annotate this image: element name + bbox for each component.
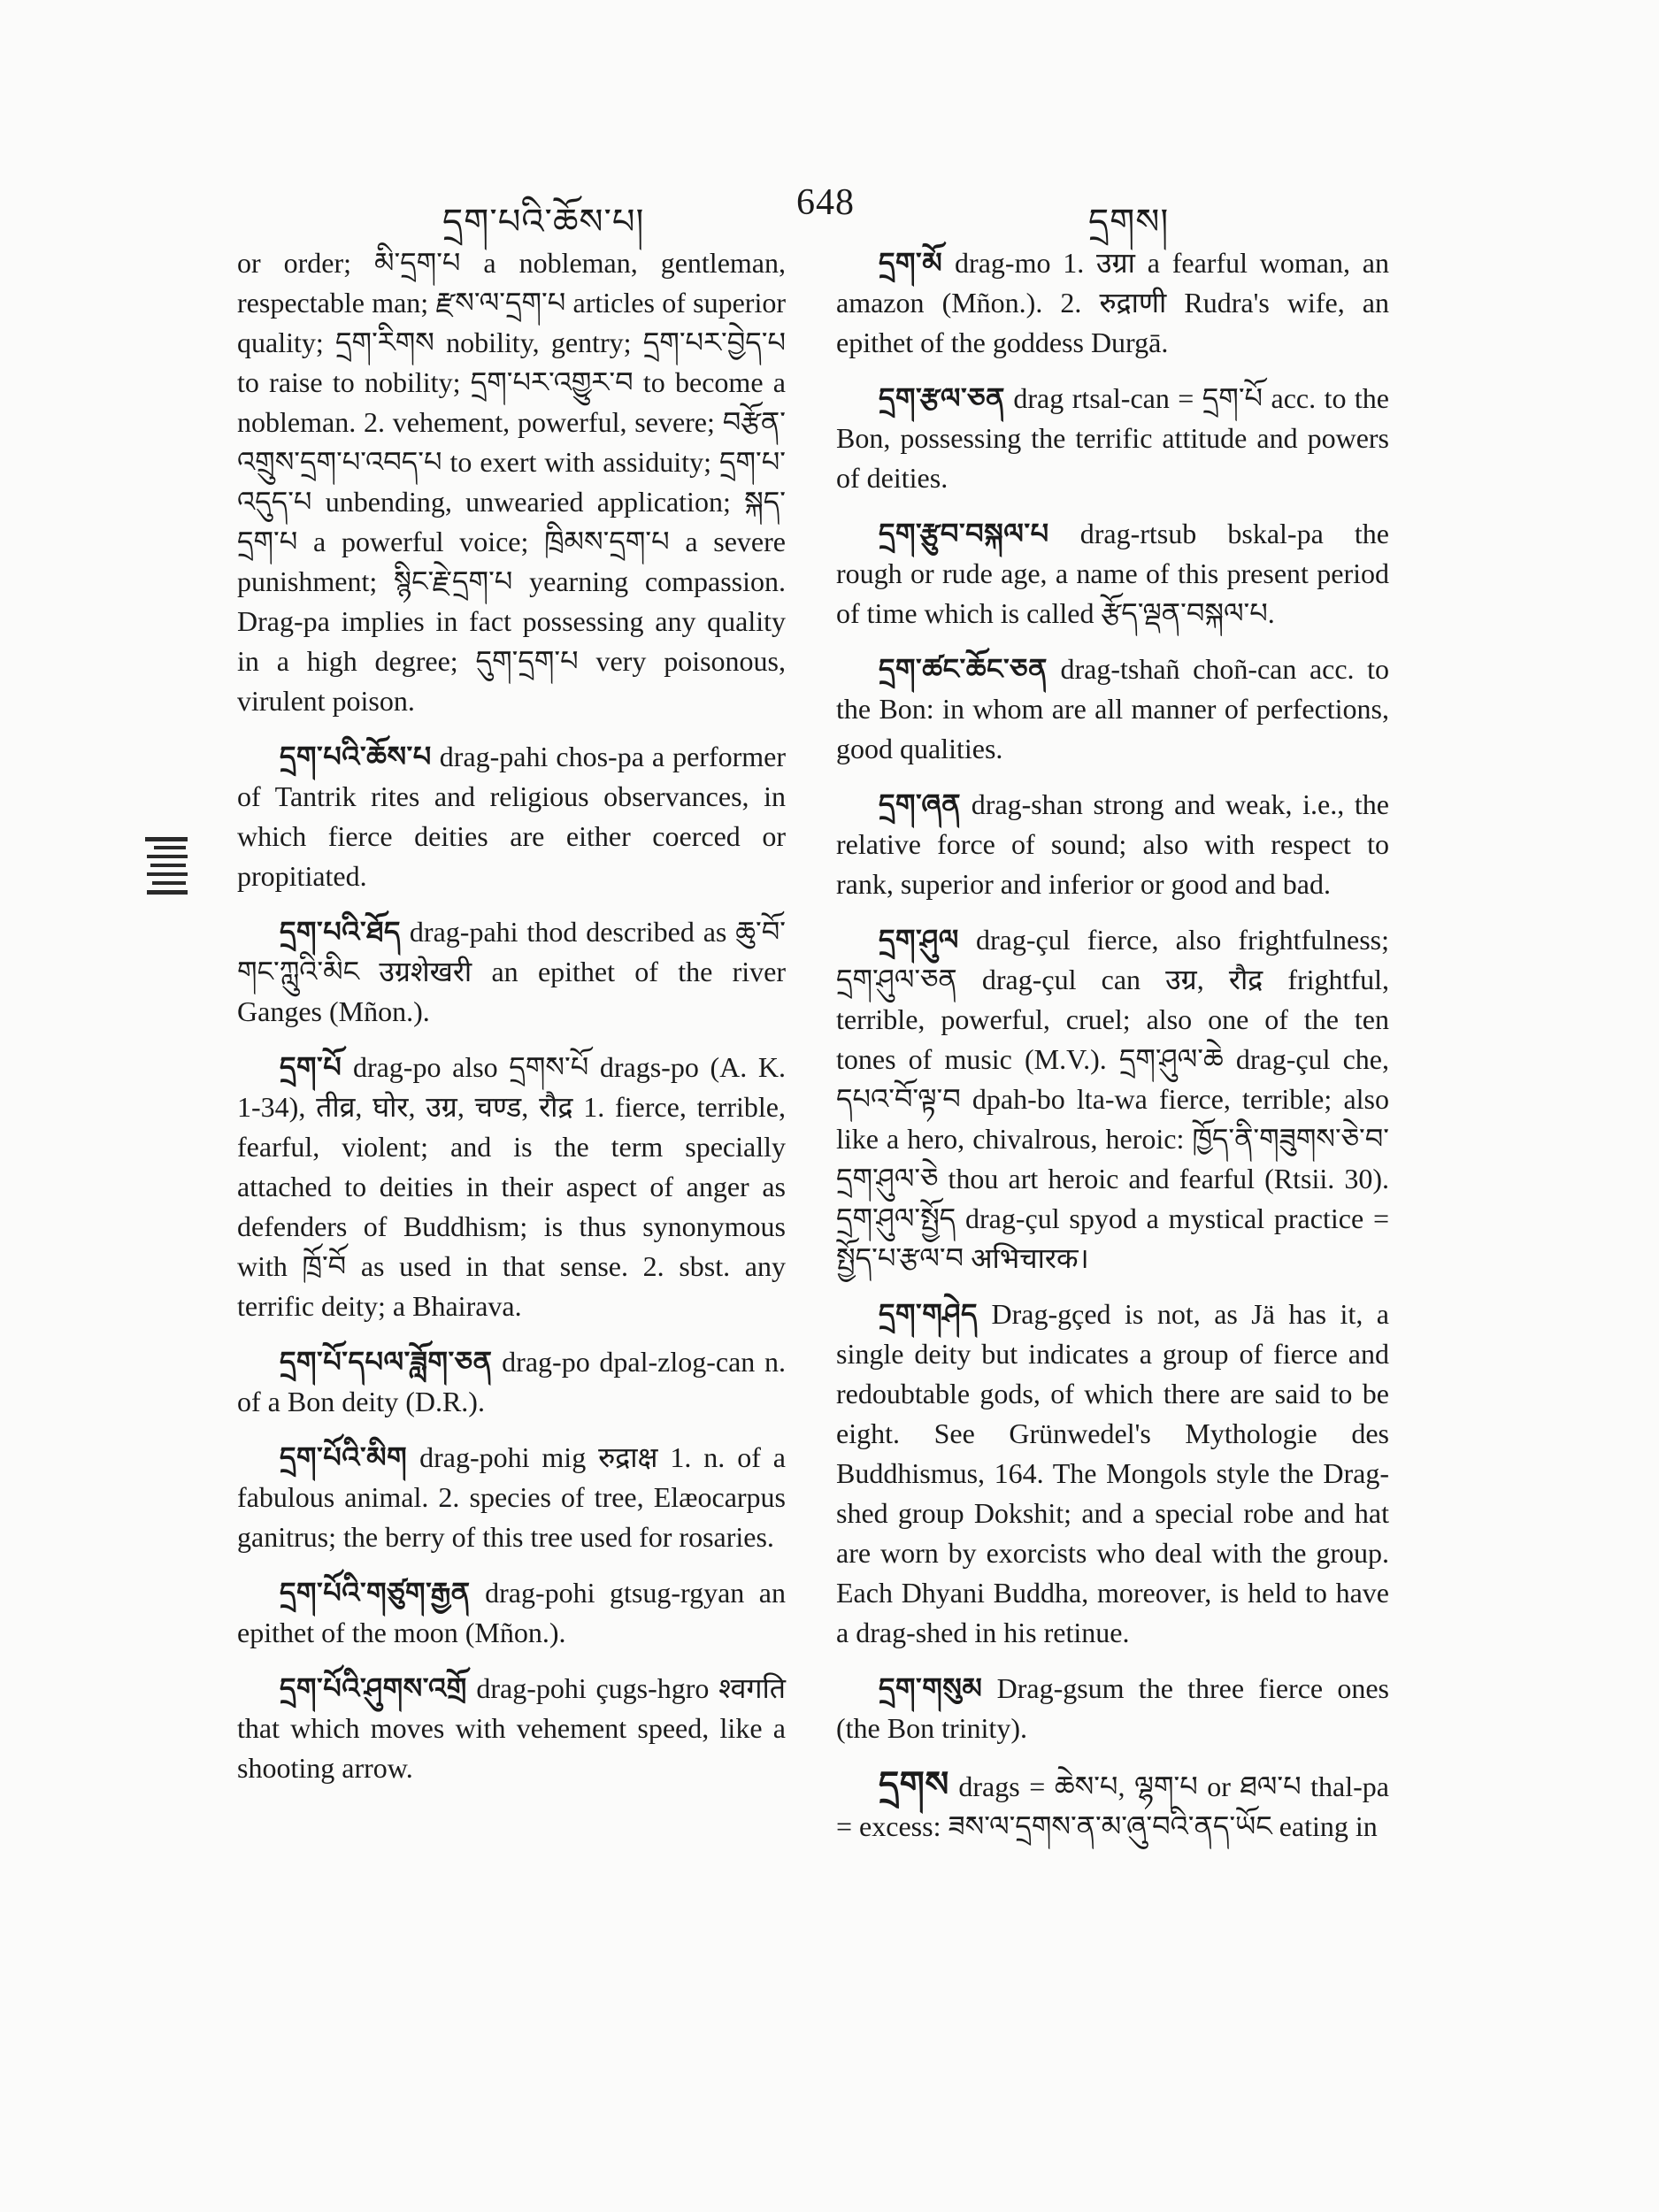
entry: དྲག་པོ་དཔལ་ཟློག་ཅན drag-po dpal-zlog-can n. of a Bon deity (D.R.). [237,1346,786,1417]
entry: དྲག་པོའི་ཤུགས་འགྲོ drag-pohi çugs-hgro श्वगति that which moves with vehement speed, like a shooting arrow. [237,1672,786,1784]
right-column [836,243,1389,1863]
entry: དྲག་རྩལ་ཅན drag rtsal-can = དྲག་པོ acc. to the Bon, possessing the terrific attitude and powers of deities. [836,382,1389,494]
entry: དྲག་ཤུལ drag-çul fierce, also frightfulness; དྲག་ཤུལ་ཅན drag-çul can उग्र, रौद्र frightful, terrible, powerful, cruel; also one of the ten tones of music (M.V.). དྲག་ཤུལ་ཆེ drag-çul che, དཔའ་བོ་ལྟ་བ dpah-bo lta-wa fierce, terrible; also like a hero, chivalrous, heroic: ཁྱོད་ནི་གཟུགས་ཅེ་བ་དྲག་ཤུལ་ཅེ thou art heroic and fearful (Rtsii. 30). དྲག་ཤུལ་སྤྱོད drag-çul spyod a mystical practice = སྤྱོད་པ་རྩལ་བ अभिचारक। [836,924,1389,1274]
entry-continuation: or order; མི་དྲག་པ a nobleman, gentleman, respectable man; རྫས་ལ་དྲག་པ articles of superior quality; དྲག་རིགས nobility, gentry; དྲག་པར་བྱེད་པ to raise to nobility; དྲག་པར་འགྱུར་བ to become a nobleman. 2. vehement, powerful, severe; བརྩོན་འགྲུས་དྲག་པ་འབད་པ to exert with assiduity; དྲག་པ་འདུད་པ unbending, unwearied application; སྐད་དྲག་པ a powerful voice; ཁྲིམས་དྲག་པ a severe punishment; སྙིང་རྗེ་དྲག་པ yearning compassion. Drag-pa implies in fact possessing any quality in a high degree; དུག་དྲག་པ very poisonous, virulent poison. [237,247,786,717]
entry: དྲག་ཚང་ཆོང་ཅན drag-tshañ choñ-can acc. to the Bon: in whom are all manner of perfections, good qualities. [836,653,1389,764]
running-head-right: དྲགས། [1088,202,1170,242]
entry: དྲག་པོ drag-po also དྲགས་པོ drags-po (A. K. 1-34), तीव्र, घोर, उग्र, चण्ड, रौद्र 1. fierce, terrible, fearful, violent; and is the term specially attached to deities in their aspect of anger as defenders of Buddhism; is thus synonymous with ཁྲོ་བོ as used in that sense. 2. sbst. any terrific deity; a Bhairava. [237,1051,786,1322]
entry: དྲག་མོ drag-mo 1. उग्रा a fearful woman, an amazon (Mñon.). 2. रुद्राणी Rudra's wife, an epithet of the goddess Durgā. [836,247,1389,358]
margin-mark-icon [142,832,191,902]
page-number: 648 [796,182,855,223]
entry: དྲག་པའི་ཐོད drag-pahi thod described as ཆུ་བོ་གང་ཀླུའི་མིང उग्रशेखरी an epithet of the river Ganges (Mñon.). [237,916,786,1027]
entry: དྲག་པོའི་གཙུག་རྒྱན drag-pohi gtsug-rgyan an epithet of the moon (Mñon.). [237,1577,786,1648]
running-head-left: དྲག་པའི་ཆོས་པ། [442,202,645,242]
entry: དྲག་གསུམ Drag-gsum the three fierce ones (the Bon trinity). [836,1672,1389,1744]
entry: དྲག་ཞན drag-shan strong and weak, i.e., the relative force of sound; also with respect to rank, superior and inferior or good and bad. [836,788,1389,900]
entry-headword: དྲགས drags = ཆེས་པ, ལྷག་པ or ཐལ་པ thal-pa = excess: ཟས་ལ་དྲགས་ན་མ་ཞུ་བའི་ནད་ཡོང eating in [836,1764,1389,1842]
entry: དྲག་རྩུབ་བསྐལ་པ drag-rtsub bskal-pa the rough or rude age, a name of this present period of time which is called རྩོད་ལྡན་བསྐལ་པ. [836,518,1389,629]
left-column [237,243,786,1804]
entry: དྲག་པོའི་མིག drag-pohi mig रुद्राक्ष 1. n. of a fabulous animal. 2. species of tree, Elæocarpus ganitrus; the berry of this tree used for rosaries. [237,1441,786,1553]
entry: དྲག་གཤེད Drag-gçed is not, as Jä has it, a single deity but indicates a group of fierce and redoubtable gods, of which there are said to be eight. See Grünwedel's Mythologie des Buddhismus, 164. The Mongols style the Drag-shed group Dokshit; and a special robe and hat are worn by exorcists who deal with the group. Each Dhyani Buddha, moreover, is held to have a drag-shed in his retinue. [836,1298,1389,1648]
entry: དྲག་པའི་ཆོས་པ drag-pahi chos-pa a performer of Tantrik rites and religious observances, in which fierce deities are either coerced or propitiated. [237,741,786,892]
